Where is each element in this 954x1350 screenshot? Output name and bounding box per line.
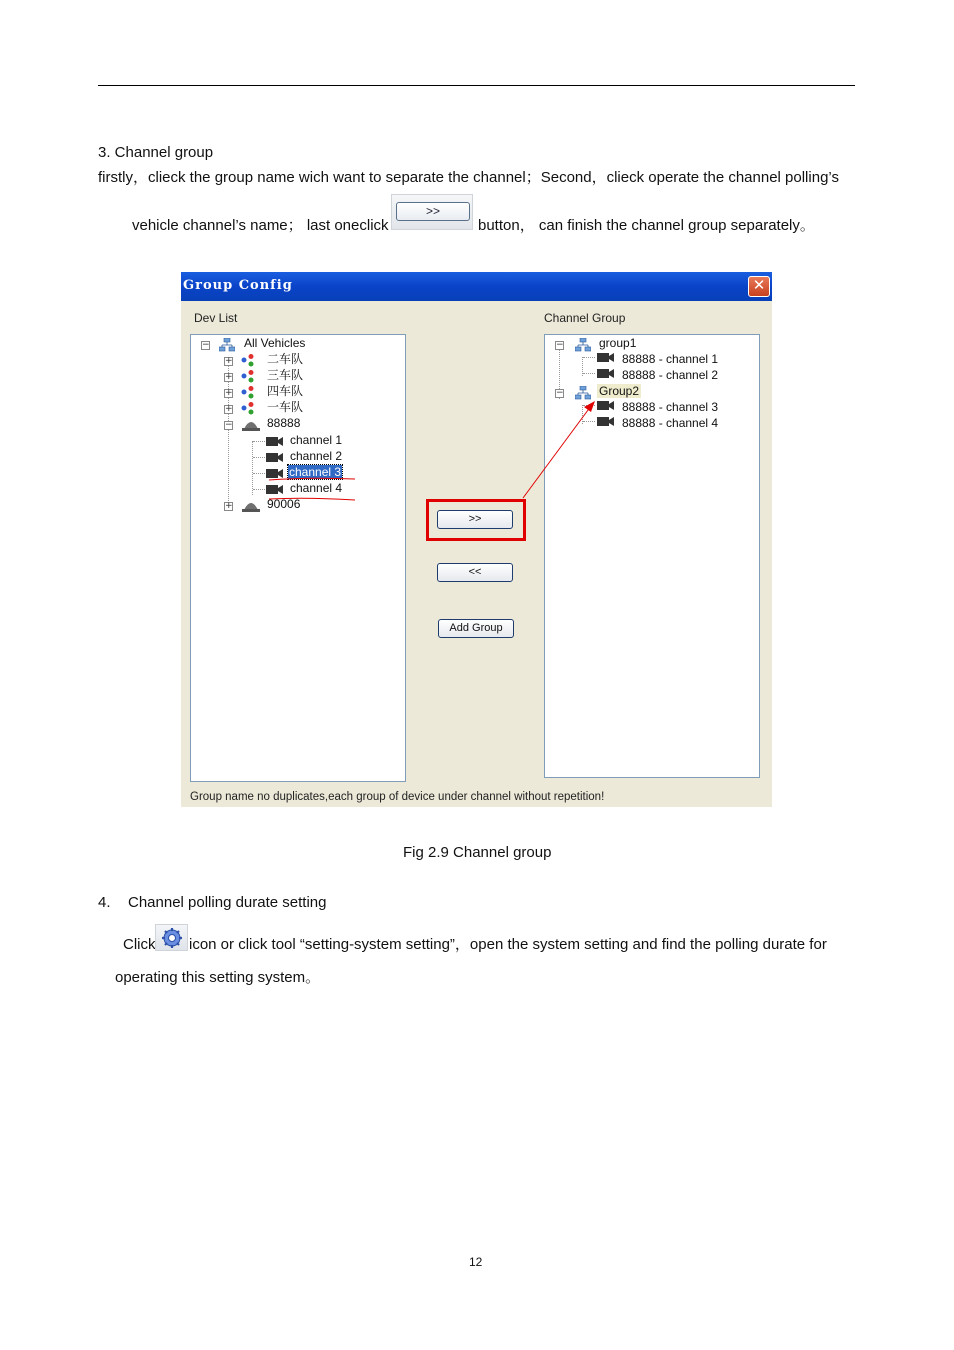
collapse-toggle[interactable]: −	[556, 388, 564, 398]
inline-move-button-label: >>	[396, 202, 470, 221]
network-icon	[575, 338, 591, 352]
section-3-line-2b: button， can finish the channel group separately。	[478, 217, 815, 234]
tree-item-team-3[interactable]: 三车队	[267, 368, 304, 382]
section-3-line-1: firstly，clieck the group name wich want to separate the channel；Second，clieck operate the channel polling’s	[98, 169, 839, 186]
dialog-titlebar	[181, 272, 772, 301]
camera-icon	[266, 437, 283, 446]
tree-item-device-90006[interactable]: 90006	[267, 497, 301, 511]
section-4-number: 4.	[98, 894, 111, 911]
gear-glyph	[161, 927, 183, 949]
selected-channel-label: channel 3	[289, 465, 342, 479]
dome-device-icon	[242, 499, 260, 512]
team-icon	[241, 354, 255, 367]
dev-list-label: Dev List	[194, 311, 238, 325]
expand-toggle[interactable]: +	[225, 501, 233, 511]
team-icon	[241, 370, 255, 383]
tree-item-team-4[interactable]: 四车队	[267, 384, 304, 398]
network-icon	[219, 338, 235, 352]
dome-device-icon	[242, 418, 260, 431]
expand-toggle[interactable]: +	[225, 372, 233, 382]
section-4-heading: Channel polling durate setting	[128, 894, 327, 911]
move-right-button[interactable]: >>	[437, 510, 513, 529]
collapse-toggle[interactable]: −	[202, 340, 210, 350]
group-channel-item[interactable]: 88888 - channel 4	[622, 416, 719, 430]
group-channel-item[interactable]: 88888 - channel 1	[622, 352, 719, 366]
camera-icon	[597, 369, 614, 378]
tree-item-team-1[interactable]: 一车队	[267, 400, 304, 414]
tree-item-device-88888[interactable]: 88888	[267, 416, 301, 430]
close-icon[interactable]: ✕	[748, 276, 770, 297]
tree-item-channel-1[interactable]: channel 1	[290, 433, 343, 447]
tree-item-all-vehicles[interactable]: All Vehicles	[244, 336, 306, 350]
tree-item-channel-4[interactable]: channel 4	[290, 481, 343, 495]
tree-item-team-2[interactable]: 二车队	[267, 352, 304, 366]
team-icon	[241, 402, 255, 415]
figure-caption: Fig 2.9 Channel group	[403, 844, 552, 861]
team-icon	[241, 386, 255, 399]
collapse-toggle[interactable]: −	[556, 340, 564, 350]
group-config-dialog	[181, 272, 772, 807]
inline-move-button-image	[391, 194, 473, 230]
dev-list-tree[interactable]	[190, 334, 406, 782]
expand-toggle[interactable]: +	[225, 356, 233, 366]
move-left-button[interactable]: <<	[437, 563, 513, 582]
group-channel-item[interactable]: 88888 - channel 2	[622, 368, 719, 382]
channel-group-label: Channel Group	[544, 311, 626, 325]
add-group-button[interactable]: Add Group	[438, 619, 514, 638]
section-4-line-2: operating this setting system。	[115, 969, 321, 986]
tree-item-channel-2[interactable]: channel 2	[290, 449, 343, 463]
group-item-group1[interactable]: group1	[599, 336, 637, 350]
section-4-line-1b: icon or click tool “setting-system setting”，open the system setting and find the polling durate for	[189, 936, 827, 953]
status-message: Group name no duplicates,each group of device under channel without repetition!	[190, 791, 605, 803]
expand-toggle[interactable]: +	[225, 404, 233, 414]
group-channel-item[interactable]: 88888 - channel 3	[622, 400, 719, 414]
section-4-line-1a: Click	[123, 936, 156, 953]
gear-icon	[155, 924, 188, 951]
expand-toggle[interactable]: +	[225, 388, 233, 398]
group2-label: Group2	[599, 384, 640, 398]
section-3-line-2a: vehicle channel’s name； last oneclick	[132, 217, 389, 234]
page-number: 12	[469, 1255, 483, 1269]
section-3-heading: 3. Channel group	[98, 144, 214, 161]
collapse-toggle[interactable]: −	[225, 420, 233, 430]
arrow-annotation	[511, 392, 611, 502]
camera-icon	[266, 453, 283, 462]
header-rule	[98, 85, 855, 86]
camera-icon	[597, 353, 614, 362]
dialog-title: Group Config	[183, 278, 293, 293]
